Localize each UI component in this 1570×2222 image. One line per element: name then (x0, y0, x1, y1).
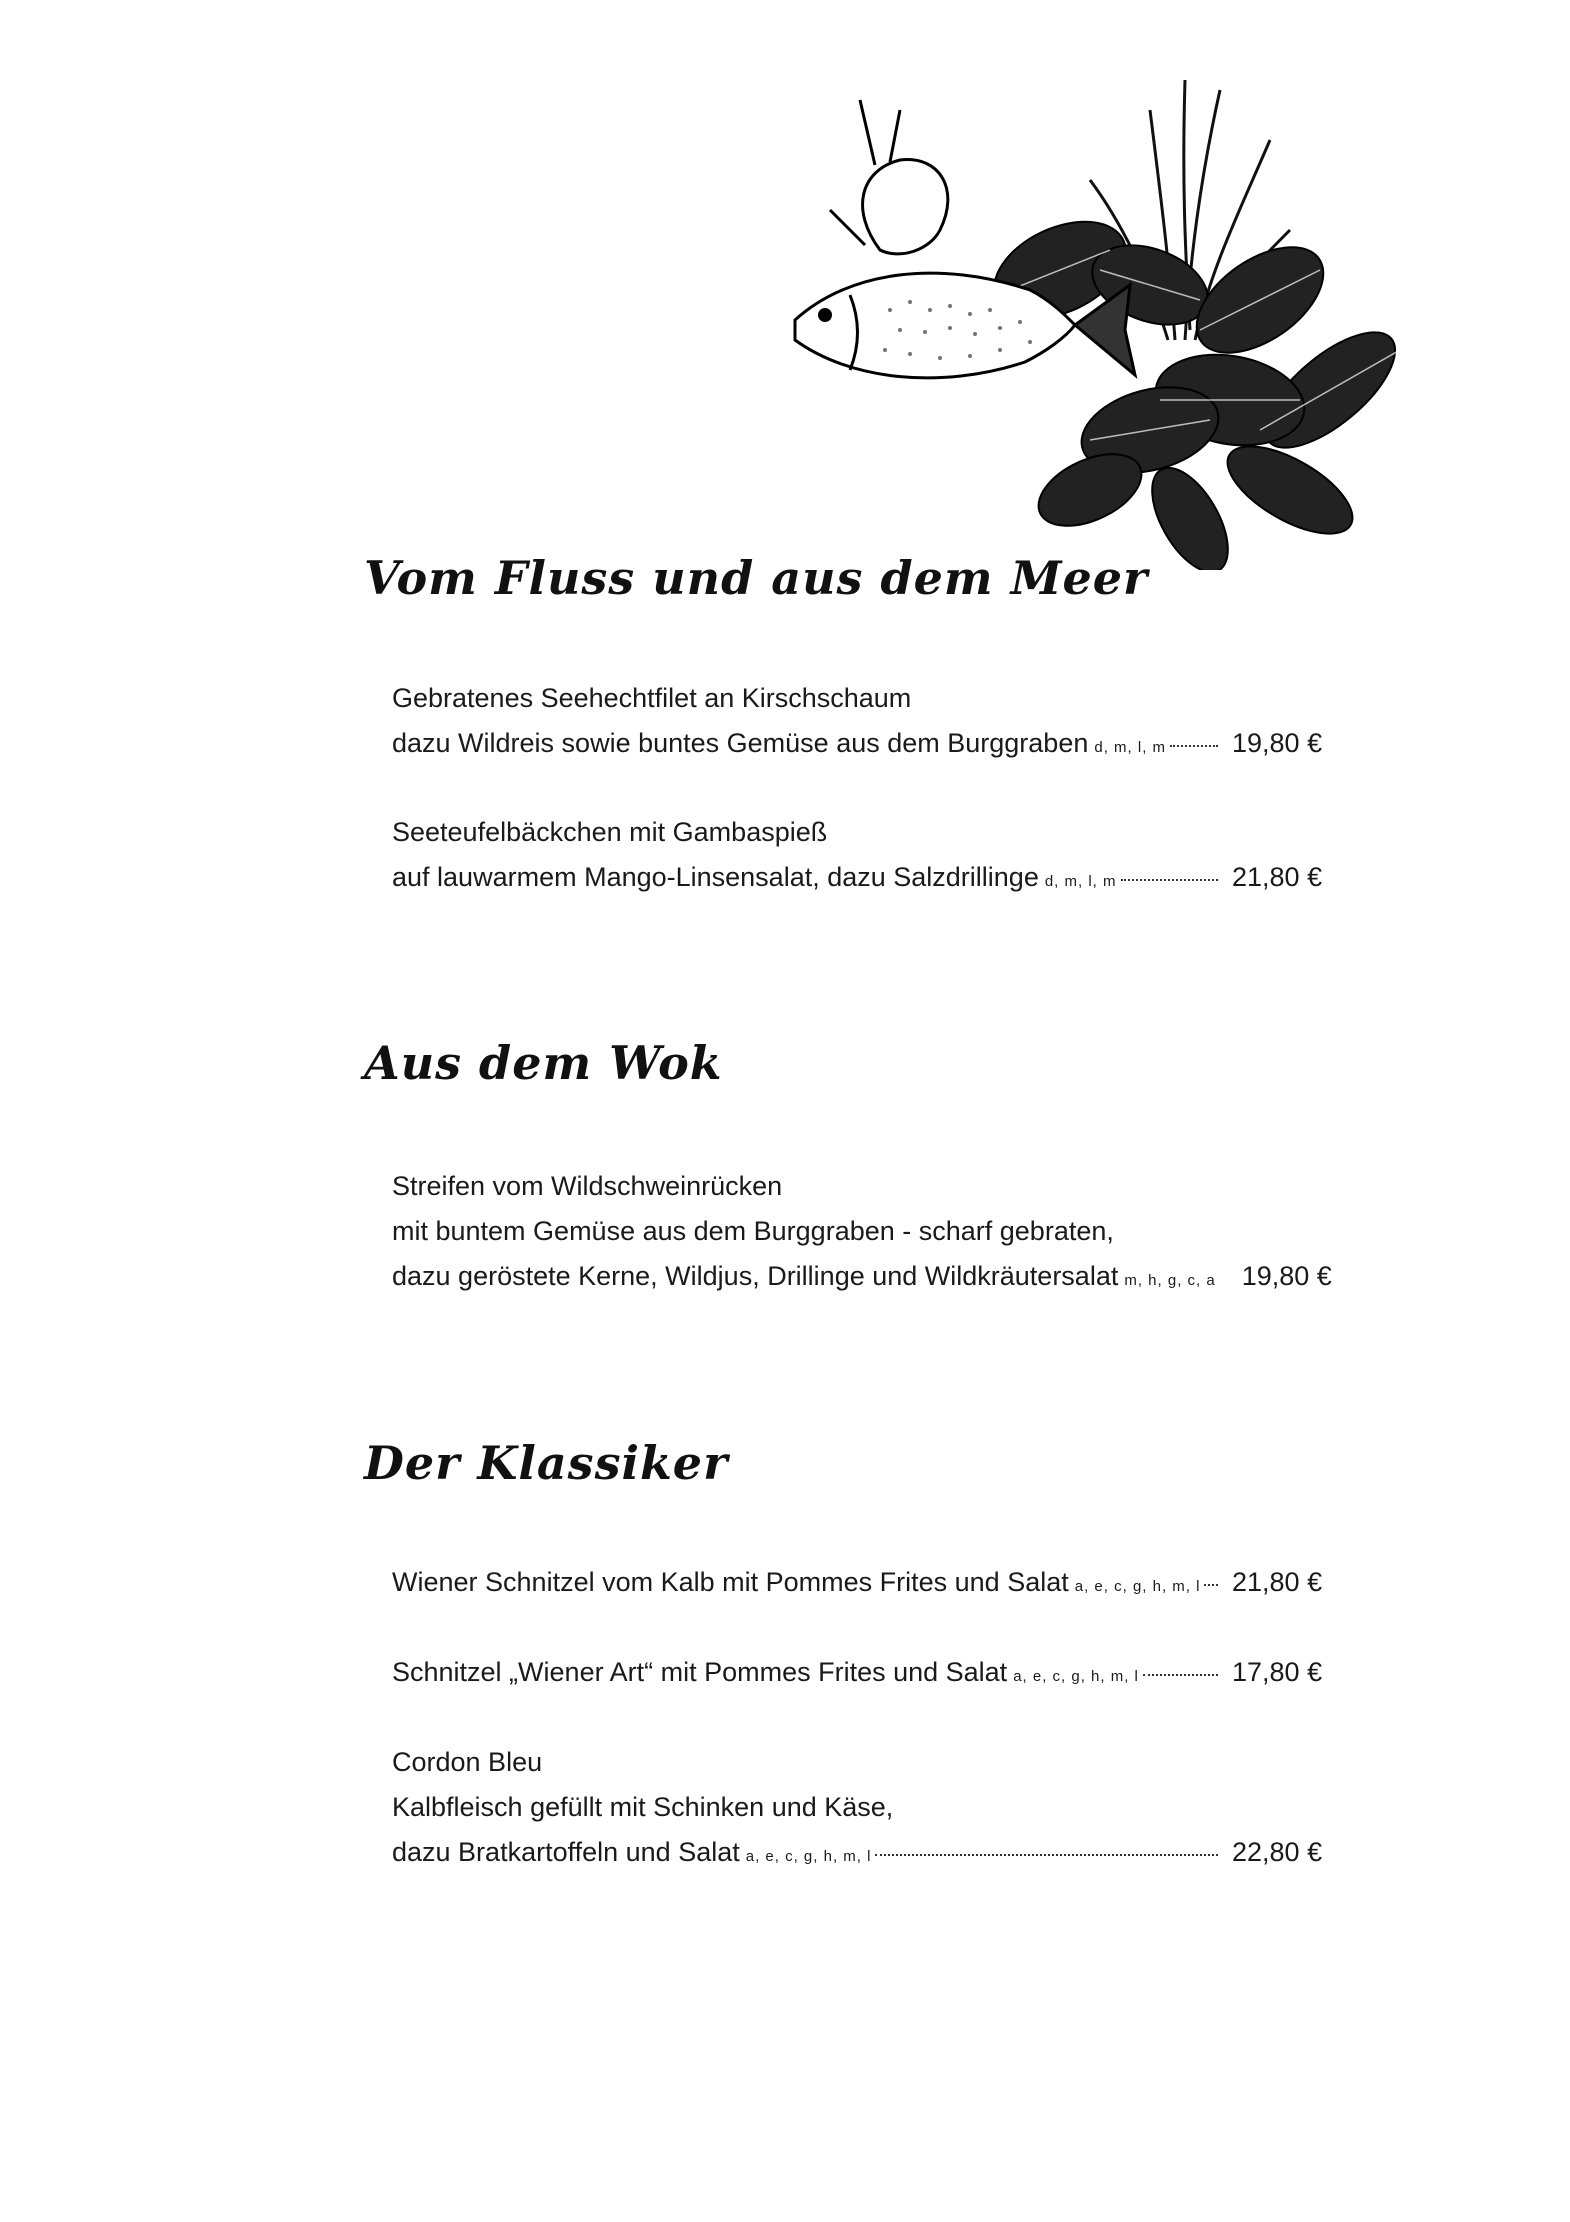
dish-schnitzel-wiener-art: Schnitzel „Wiener Art“ mit Pommes Frites und Salat a, e, c, g, h, m, l 17,80 € (392, 1650, 1322, 1695)
dish-price: 21,80 € (1232, 862, 1323, 892)
fish-seafood-illustration (790, 70, 1440, 570)
dot-leader (1204, 1583, 1218, 1586)
dish-name: Gebratenes Seehechtfilet an Kirschschaum (392, 683, 912, 713)
dish-price: 19,80 € (1232, 728, 1323, 758)
dish-price: 22,80 € (1232, 1837, 1323, 1867)
dish-description: mit buntem Gemüse aus dem Burggraben - scharf gebraten, (392, 1216, 1114, 1246)
dish-wildschweinruecken: Streifen vom Wildschweinrücken mit buntem Gemüse aus dem Burggraben - scharf gebraten, dazu geröstete Kerne, Wildjus, Drillinge und Wildkräutersalat m, h, g, c, a 19,80 € (392, 1164, 1322, 1299)
dish-name: Cordon Bleu (392, 1747, 543, 1777)
dot-leader (1121, 878, 1218, 881)
dish-description: Kalbfleisch gefüllt mit Schinken und Käse, (392, 1792, 894, 1822)
dish-price: 17,80 € (1232, 1657, 1323, 1687)
section-title-vom-fluss: Vom Fluss und aus dem Meer (364, 551, 1149, 605)
dish-price: 21,80 € (1232, 1567, 1323, 1597)
dish-name: Streifen vom Wildschweinrücken (392, 1171, 783, 1201)
dish-description: dazu Bratkartoffeln und Salat (392, 1837, 740, 1867)
dish-wiener-schnitzel: Wiener Schnitzel vom Kalb mit Pommes Frites und Salat a, e, c, g, h, m, l 21,80 € (392, 1560, 1322, 1605)
dish-description: dazu geröstete Kerne, Wildjus, Drillinge und Wildkräutersalat (392, 1261, 1119, 1291)
dish-cordon-bleu: Cordon Bleu Kalbfleisch gefüllt mit Schinken und Käse, dazu Bratkartoffeln und Salat a, e, c, g, h, m, l 22,80 € (392, 1740, 1322, 1875)
section-title-der-klassiker: Der Klassiker (364, 1436, 729, 1490)
dot-leader (1143, 1673, 1218, 1676)
dish-seeteufelbaeckchen: Seeteufelbäckchen mit Gambaspieß auf lauwarmem Mango-Linsensalat, dazu Salzdrillinge d, m, l, m 21,80 € (392, 810, 1322, 900)
dish-name: Wiener Schnitzel vom Kalb mit Pommes Frites und Salat (392, 1567, 1069, 1597)
dot-leader (1220, 1277, 1228, 1280)
dish-name: Schnitzel „Wiener Art“ mit Pommes Frites und Salat (392, 1657, 1008, 1687)
dish-price: 19,80 € (1241, 1261, 1332, 1291)
dot-leader (875, 1853, 1218, 1856)
dish-description: dazu Wildreis sowie buntes Gemüse aus dem Burggraben (392, 728, 1089, 758)
dish-seehechtfilet: Gebratenes Seehechtfilet an Kirschschaum dazu Wildreis sowie buntes Gemüse aus dem Burggraben d, m, l, m 19,80 € (392, 676, 1322, 766)
dish-name: Seeteufelbäckchen mit Gambaspieß (392, 817, 828, 847)
section-title-aus-dem-wok: Aus dem Wok (364, 1036, 723, 1090)
dot-leader (1170, 744, 1218, 747)
dish-description: auf lauwarmem Mango-Linsensalat, dazu Salzdrillinge (392, 862, 1039, 892)
